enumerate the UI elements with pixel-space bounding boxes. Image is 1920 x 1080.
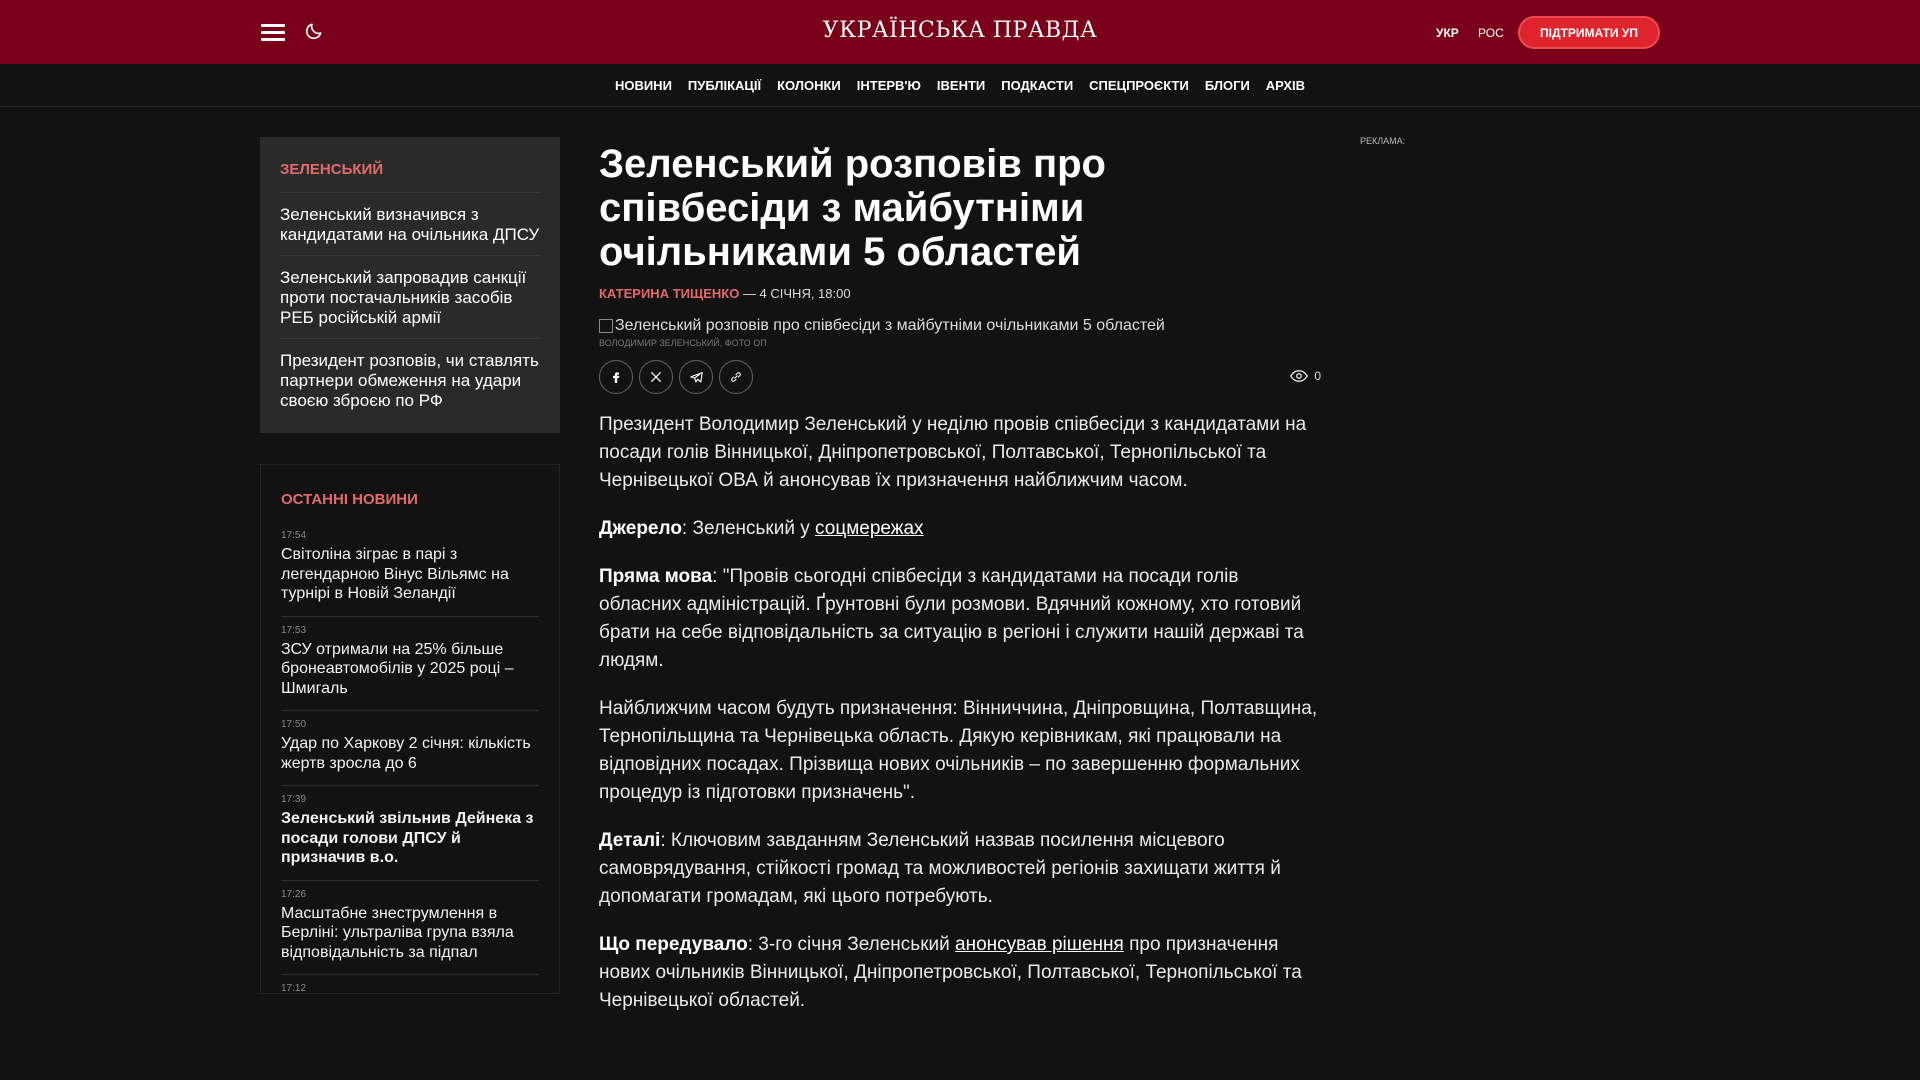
news-item[interactable] xyxy=(281,975,539,994)
nav-item-publications[interactable]: ПУБЛІКАЦІЇ xyxy=(687,78,762,93)
publish-date: — 4 СІЧНЯ, 18:00 xyxy=(739,286,851,301)
news-title[interactable]: Удар по Харкову 2 січня: кількість жертв зросла до 6 xyxy=(281,735,531,772)
view-count: 0 xyxy=(1314,369,1321,383)
topic-item[interactable]: Президент розповів, чи ставлять партнери обмеження на удари своєю зброєю по РФ xyxy=(280,338,540,421)
news-time: 17:39 xyxy=(281,794,307,805)
topic-item[interactable]: Зеленський запровадив санкції проти постачальників засобів РЕБ російській армії xyxy=(280,255,540,338)
eye-icon xyxy=(1290,370,1308,382)
latest-news-sidebar xyxy=(260,464,560,994)
telegram-share-icon[interactable] xyxy=(679,360,713,394)
news-item[interactable] xyxy=(281,711,539,786)
news-time: 17:54 xyxy=(281,530,307,541)
news-title[interactable]: Світоліна зіграє в парі з легендарною Вінус Вільямс на турнірі в Новій Зеландії xyxy=(281,546,509,602)
nav-item-archive[interactable]: АРХІВ xyxy=(1265,78,1306,93)
nav-item-special-projects[interactable]: СПЕЦПРОЄКТИ xyxy=(1089,78,1189,93)
nav-item-podcasts[interactable]: ПОДКАСТИ xyxy=(1001,78,1074,93)
hamburger-menu-icon[interactable] xyxy=(261,24,285,42)
broken-image-icon xyxy=(599,319,613,333)
x-share-icon[interactable] xyxy=(639,360,673,394)
article-image xyxy=(599,317,1321,335)
paragraph: Джерело: Зеленський у соцмережах xyxy=(599,518,924,539)
article-image-alt: Зеленський розповів про співбесіди з майбутніми очільниками 5 областей xyxy=(615,317,1165,334)
news-item[interactable] xyxy=(281,881,539,976)
nav-item-interviews[interactable]: ІНТЕРВ'Ю xyxy=(856,78,921,93)
news-time: 17:12 xyxy=(281,983,307,994)
dark-mode-moon-icon[interactable] xyxy=(304,21,326,43)
article-headline: Зеленський розповів про співбесіди з майбутніми очільниками 5 областей xyxy=(599,142,1106,274)
news-title[interactable]: Зеленський звільнив Дейнека з посади голови ДПСУ й призначив в.о. xyxy=(281,810,534,866)
article xyxy=(599,142,1321,1035)
lang-ukr-link[interactable]: УКР xyxy=(1436,26,1459,40)
paragraph: Найближчим часом будуть призначення: Вінниччина, Дніпровщина, Полтавщина, Тернопільщина та Чернівецька область. Дякую керівникам, які працювали на відповідних посадах. Прізвища нових очільників – по завершенню формальних процедур із підготовки призначень". xyxy=(599,698,1318,803)
news-time: 17:53 xyxy=(281,624,307,636)
news-item[interactable] xyxy=(281,617,539,712)
ad-label: РЕКЛАМА: xyxy=(1360,136,1406,146)
latest-news-title: ОСТАННІ НОВИНИ xyxy=(281,491,418,508)
site-header xyxy=(0,0,1920,64)
source-link[interactable]: соцмережах xyxy=(815,518,924,539)
news-time: 17:26 xyxy=(281,888,307,900)
article-body xyxy=(599,411,1321,1015)
nav-item-columns[interactable]: КОЛОНКИ xyxy=(777,78,841,93)
news-item[interactable] xyxy=(281,786,539,881)
site-logo[interactable]: УКРАЇНСЬКА ПРАВДА xyxy=(822,18,1098,43)
news-item[interactable] xyxy=(281,522,539,617)
author-link[interactable]: КАТЕРИНА ТИЩЕНКО xyxy=(599,286,740,301)
image-caption: ВОЛОДИМИР ЗЕЛЕНСЬКИЙ, ФОТО ОП xyxy=(599,338,767,348)
nav-item-news[interactable]: НОВИНИ xyxy=(614,78,672,93)
related-decision-link[interactable]: анонсував рішення xyxy=(955,934,1124,955)
paragraph: Пряма мова: "Провів сьогодні співбесіди з кандидатами на посади голів обласних адміністрацій. Ґрунтовні були розмови. Вдячний кожному, хто готовий брати на себе відповідальність за ситуацію в регіоні і служити нашій державі та людям. xyxy=(599,566,1304,671)
nav-item-blogs[interactable]: БЛОГИ xyxy=(1204,78,1250,93)
main-nav xyxy=(0,64,1920,107)
news-title[interactable]: Масштабне знеструмлення в Берліні: ультраліва група взяла відповідальність за підпал xyxy=(281,904,514,961)
lang-ros-link[interactable]: РОС xyxy=(1478,26,1504,40)
nav-item-events[interactable]: ІВЕНТИ xyxy=(936,78,986,93)
facebook-share-icon[interactable] xyxy=(599,360,633,394)
copy-link-icon[interactable] xyxy=(719,360,753,394)
paragraph: Що передувало: 3-го січня Зеленський анонсував рішення про призначення нових очільників Вінницької, Дніпропетровської, Полтавської, Тернопільської та Чернівецької областей. xyxy=(599,934,1302,1011)
byline xyxy=(599,286,1321,301)
view-counter xyxy=(1290,369,1321,383)
topic-title[interactable]: ЗЕЛЕНСЬКИЙ xyxy=(280,161,384,178)
topic-item[interactable]: Зеленський визначився з кандидатами на очільника ДПСУ xyxy=(280,192,540,255)
paragraph: Деталі: Ключовим завданням Зеленський назвав посилення місцевого самоврядування, стійкості громад та можливостей регіонів захищати життя й допомагати громадам, які цього потребують. xyxy=(599,830,1281,907)
support-button[interactable]: ПІДТРИМАТИ УП xyxy=(1518,16,1660,49)
paragraph: Президент Володимир Зеленський у неділю провів співбесіди з кандидатами на посади голів Вінницької, Дніпропетровської, Полтавської, Тернопільської та Чернівецької ОВА й анонсував їх призначення найближчим часом. xyxy=(599,414,1307,491)
news-time: 17:50 xyxy=(281,719,307,730)
news-title[interactable]: ЗСУ отримали на 25% більше бронеавтомобілів у 2025 році – Шмигаль xyxy=(281,640,514,697)
share-bar xyxy=(599,360,1321,394)
topic-sidebar xyxy=(260,137,560,433)
